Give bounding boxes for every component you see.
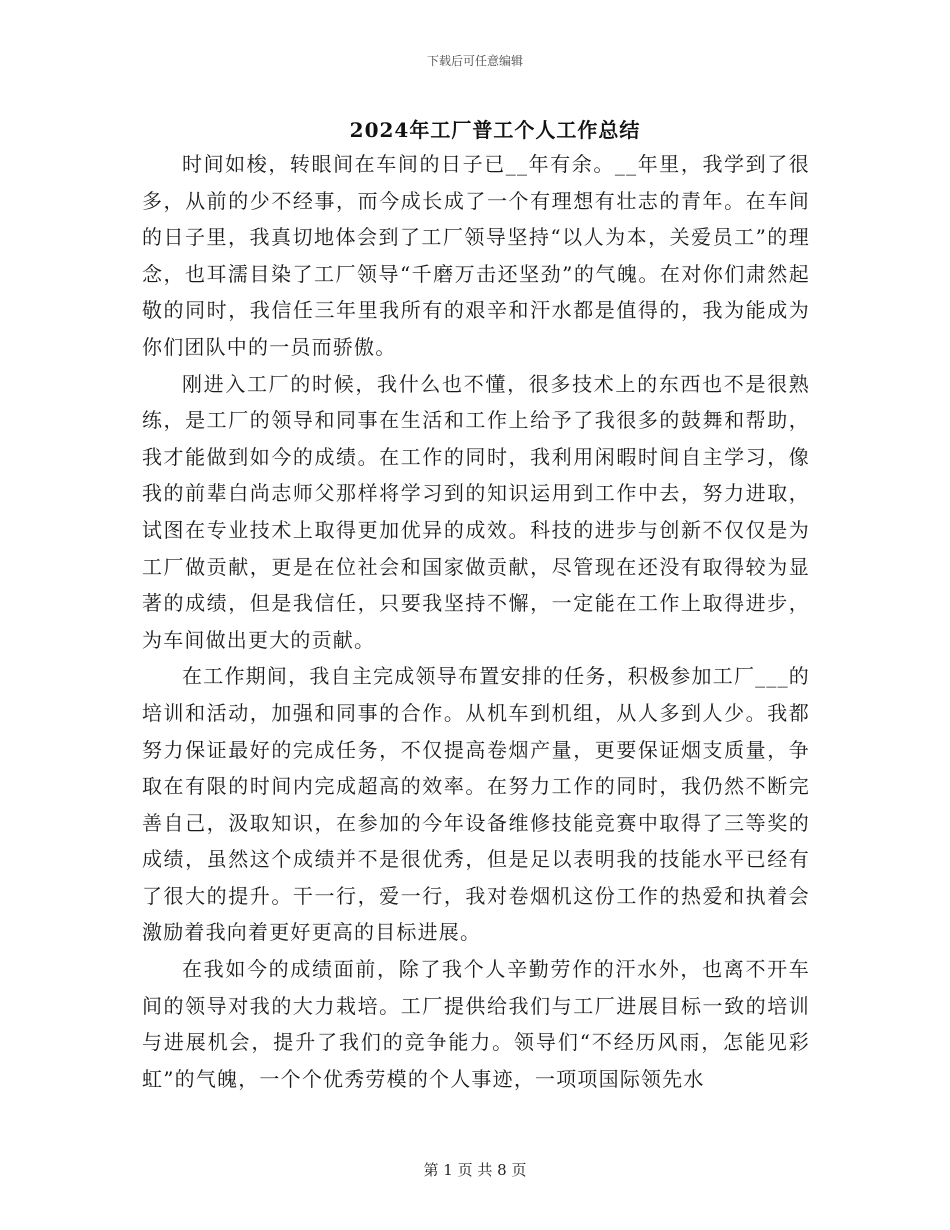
paragraph-1: 时间如梭，转眼间在车间的日子已__年有余。__年里，我学到了很多，从前的少不经事，而今成长成了一个有理想有壮志的青年。在车间的日子里，我真切地体会到了工厂领导坚持“以人为本，关爱员工”的理念，也耳濡目染了工厂领导“千磨万击还坚劲”的气魄。在对你们肃然起敬的同时，我信任三年里我所有的艰辛和汗水都是值得的，我为能成为你们团队中的一员而骄傲。 (142, 152, 810, 359)
document-body (142, 146, 810, 1097)
page-header-note: 下载后可任意编辑 (426, 54, 523, 68)
paragraph-4: 在我如今的成绩面前，除了我个人辛勤劳作的汗水外，也离不开车间的领导对我的大力栽培。工厂提供给我们与工厂进展目标一致的培训与进展机会，提升了我们的竞争能力。领导们“不经历风雨，怎能见彩虹”的气魄，一个个优秀劳模的个人事迹，一项项国际领先水 (142, 957, 810, 1091)
page-number-footer: 第 1 页 共 8 页 (423, 1161, 527, 1179)
paragraph-3: 在工作期间，我自主完成领导布置安排的任务，积极参加工厂___的培训和活动，加强和同事的合作。从机车到机组，从人多到人少。我都努力保证最好的完成任务，不仅提高卷烟产量，更要保证烟支质量，争取在有限的时间内完成超高的效率。在努力工作的同时，我仍然不断完善自己，汲取知识，在参加的今年设备维修技能竞赛中取得了三等奖的成绩，虽然这个成绩并不是很优秀，但是足以表明我的技能水平已经有了很大的提升。干一行，爱一行，我对卷烟机这份工作的热爱和执着会激励着我向着更好更高的目标进展。 (142, 664, 810, 945)
paragraph-2: 刚进入工厂的时候，我什么也不懂，很多技术上的东西也不是很熟练，是工厂的领导和同事在生活和工作上给予了我很多的鼓舞和帮助，我才能做到如今的成绩。在工作的同时，我利用闲暇时间自主学习，像我的前辈白尚志师父那样将学习到的知识运用到工作中去，努力进取，试图在专业技术上取得更加优异的成效。科技的进步与创新不仅仅是为工厂做贡献，更是在位社会和国家做贡献，尽管现在还没有取得较为显著的成绩，但是我信任，只要我坚持不懈，一定能在工作上取得进步，为车间做出更大的贡献。 (142, 371, 810, 652)
document-title: 2024年工厂普工个人工作总结 (349, 118, 641, 142)
